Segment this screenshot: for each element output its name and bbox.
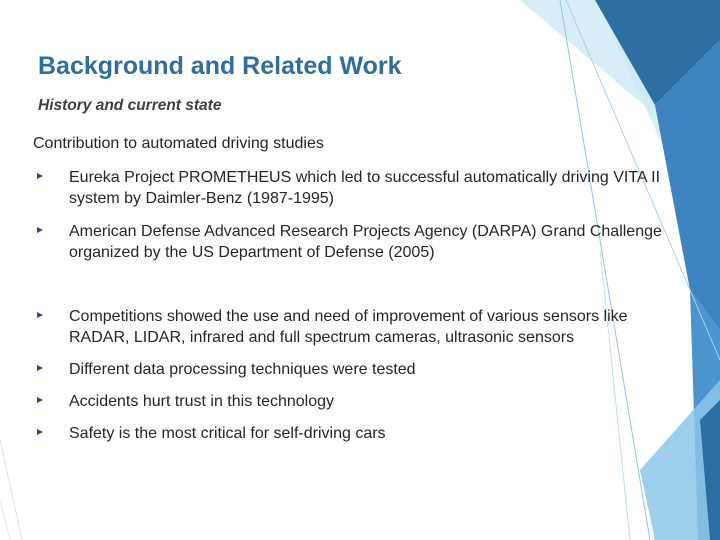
bullet-arrow-icon xyxy=(37,397,43,403)
bullet-arrow-icon xyxy=(37,312,43,318)
bullet-text: Safety is the most critical for self-driving cars xyxy=(69,425,386,442)
bullet-text: Eureka Project PROMETHEUS which led to successful automatically driving VITA II system by Daimler-Benz (1987-1995) xyxy=(69,169,661,207)
slide-subtitle: History and current state xyxy=(38,97,222,114)
bullet-arrow-icon xyxy=(37,429,43,435)
decor-line-left-2 xyxy=(0,500,10,540)
decor-line-left-1 xyxy=(0,440,22,540)
bullet-text: Different data processing techniques were tested xyxy=(69,361,416,378)
slide-title: Background and Related Work xyxy=(38,52,402,80)
intro-text: Contribution to automated driving studies xyxy=(33,135,324,152)
bullet-text: American Defense Advanced Research Projects Agency (DARPA) Grand Challenge organized by the US Department of Defense (2005) xyxy=(69,223,662,261)
bullet-arrow-icon xyxy=(37,365,43,371)
bullet-arrow-icon xyxy=(37,173,43,179)
bullet-text: Competitions showed the use and need of improvement of various sensors like RADAR, LIDAR, infrared and full spectrum cameras, ultrasonic sensors xyxy=(69,308,628,346)
bullet-arrow-icon xyxy=(37,227,43,233)
bullet-text: Accidents hurt trust in this technology xyxy=(69,393,335,410)
